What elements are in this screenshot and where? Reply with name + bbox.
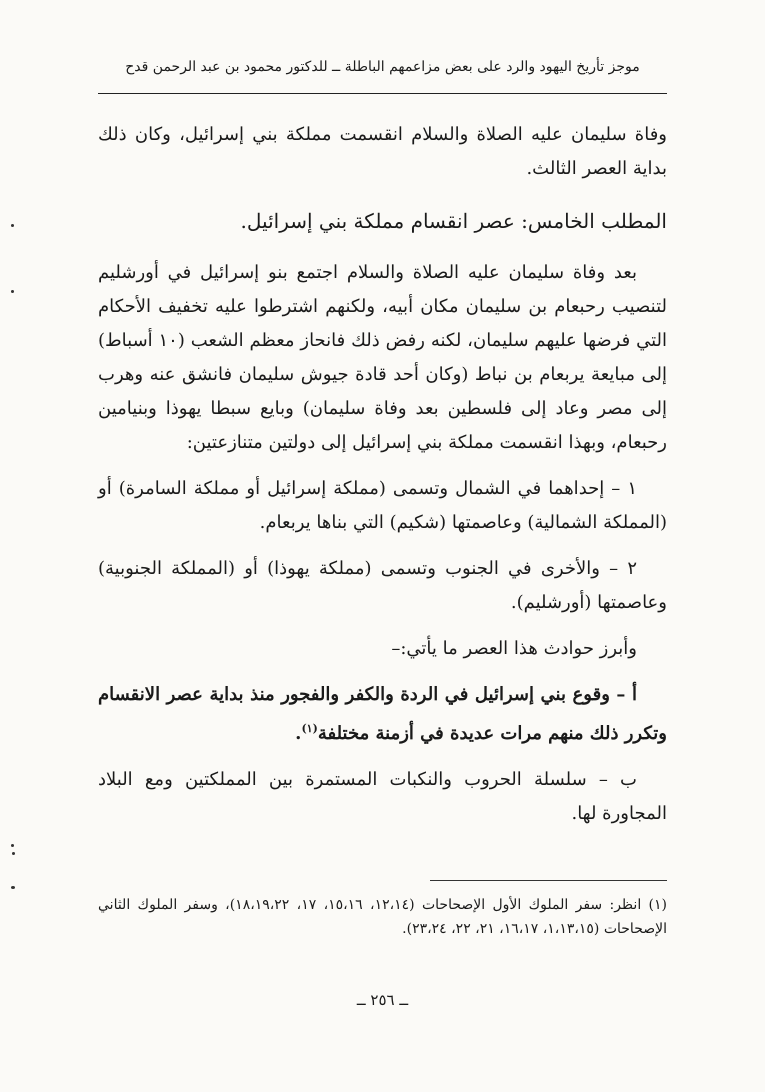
list-item-2: ٢ – والأخرى في الجنوب وتسمى (مملكة يهوذا) أو (المملكة الجنوبية) وعاصمتها (أورشليم). xyxy=(98,558,667,613)
section-heading: المطلب الخامس: عصر انقسام مملكة بني إسرائيل. xyxy=(240,209,667,233)
margin-speck xyxy=(11,290,14,293)
margin-speck xyxy=(11,224,14,227)
footnote-1: (١) انظر: سفر الملوك الأول الإصحاحات (١٢،١٤، ١٥،١٦، ١٧، ١٨،١٩،٢٢)، وسفر الملوك الثاني الإصحاحات (١،١٣،١٥، ١٦،١٧، ٢١، ٢٢، ٢٣،٢٤). xyxy=(98,897,668,937)
header-rule xyxy=(98,93,667,94)
intro-line-2: بداية العصر الثالث. xyxy=(526,158,667,179)
event-a-end: . xyxy=(295,723,302,744)
main-paragraph: بعد وفاة سليمان عليه الصلاة والسلام اجتمع بنو إسرائيل في أورشليم لتنصيب رحبعام بن سليمان مكان أبيه، ولكنهم اشترطوا عليه تخفيف الأحكام التي فرضها عليهم سليمان، لكنه رفض ذلك فانحاز معظم الشعب (١٠ أسباط) إلى مبايعة يربعام بن نباط (وكان أحد قادة جيوش سليمان فانشق عنه وهرب إلى مصر وعاد إلى فلسطين بعد وفاة سليمان) وبايع سبطا يهوذا وبنيامين رحبعام، وبهذا انقسمت مملكة بني إسرائيل إلى دولتين متنازعتين: xyxy=(98,262,668,453)
event-a xyxy=(98,678,667,751)
footnote-ref-1: (١) xyxy=(301,722,318,735)
page-number: ــ ٢٥٦ ــ xyxy=(356,991,409,1009)
events-intro: وأبرز حوادث هذا العصر ما يأتي:– xyxy=(391,638,637,659)
footnotes xyxy=(98,893,667,941)
event-a-text: أ – وقوع بني إسرائيل في الردة والكفر والفجور منذ بداية عصر الانقسام وتكرر ذلك منهم مرات عديدة في أزمنة مختلفة xyxy=(98,684,667,744)
margin-speck xyxy=(12,852,15,855)
intro-line-1: وفاة سليمان عليه الصلاة والسلام انقسمت مملكة بني إسرائيل، وكان ذلك xyxy=(98,124,667,145)
margin-speck xyxy=(11,886,15,889)
margin-speck xyxy=(11,844,14,847)
body-text xyxy=(98,118,667,831)
footnote-rule xyxy=(430,880,667,881)
event-b: ب – سلسلة الحروب والنكبات المستمرة بين المملكتين ومع البلاد المجاورة لها. xyxy=(98,769,667,824)
list-item-1: ١ – إحداهما في الشمال وتسمى (مملكة إسرائيل أو مملكة السامرة) أو (المملكة الشمالية) وعاصمتها (شكيم) التي بناها يربعام. xyxy=(98,478,667,533)
running-header: موجز تأريخ اليهود والرد على بعض مزاعمهم الباطلة ــ للدكتور محمود بن عبد الرحمن قدح xyxy=(125,59,640,75)
